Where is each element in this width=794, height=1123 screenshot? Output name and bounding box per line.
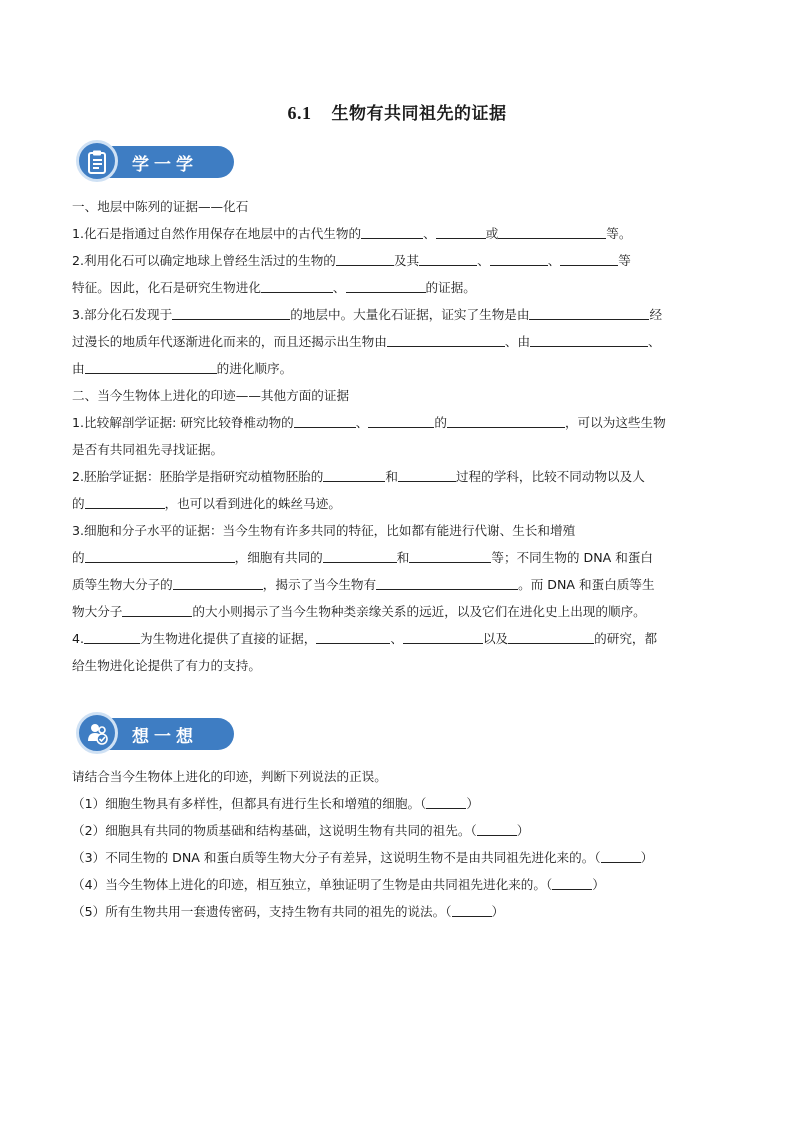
- section-banner-learn: [76, 140, 236, 182]
- item-5-line-2: 的 ，也可以看到进化的蛛丝马迹。: [72, 496, 341, 511]
- blank[interactable]: [361, 224, 423, 239]
- blank[interactable]: [447, 413, 565, 428]
- blank[interactable]: [346, 278, 426, 293]
- item-4-line: 1.比较解剖学证据: 研究比较脊椎动物的 、 的 ，可以为这些生物: [72, 415, 666, 430]
- item-6-line-2: 的 ，细胞有共同的 和 等；不同生物的 DNA 和蛋白: [72, 550, 654, 565]
- blank[interactable]: [85, 548, 235, 563]
- banner-label: 学一学: [132, 155, 198, 175]
- blank[interactable]: [173, 575, 263, 590]
- answer-blank[interactable]: [426, 794, 466, 809]
- answer-blank[interactable]: [601, 848, 641, 863]
- blank[interactable]: [436, 224, 486, 239]
- blank[interactable]: [323, 467, 385, 482]
- statement-item: （2）细胞具有共同的物质基础和结构基础，这说明生物有共同的祖先。（ ）: [72, 823, 530, 838]
- page-title: [0, 99, 794, 124]
- banner-circle: [76, 140, 118, 182]
- think-intro: 请结合当今生物体上进化的印迹，判断下列说法的正误。: [72, 769, 387, 784]
- blank[interactable]: [387, 332, 505, 347]
- item-6-line: 3.细胞和分子水平的证据：当今生物有许多共同的特征，比如都有能进行代谢、生长和增殖: [72, 523, 576, 538]
- statement-item: （3）不同生物的 DNA 和蛋白质等生物大分子有差异，这说明生物不是由共同祖先进化来的。（ ）: [72, 850, 654, 865]
- item-2-line: 2.利用化石可以确定地球上曾经生活过的生物的 及其 、 、 等: [72, 253, 631, 268]
- item-1-line: 1.化石是指通过自然作用保存在地层中的古代生物的 、 或 等。: [72, 226, 632, 241]
- blank[interactable]: [409, 548, 491, 563]
- blank[interactable]: [336, 251, 394, 266]
- section-banner-think: [76, 712, 236, 754]
- heading-other-evidence: 二、当今生物体上进化的印迹——其他方面的证据: [72, 388, 350, 403]
- blank[interactable]: [323, 548, 397, 563]
- blank[interactable]: [508, 629, 594, 644]
- people-icon: [87, 722, 109, 746]
- blank[interactable]: [376, 575, 518, 590]
- blank[interactable]: [419, 251, 477, 266]
- blank[interactable]: [294, 413, 356, 428]
- item-3-line: 3.部分化石发现于 的地层中。大量化石证据，证实了生物是由 经: [72, 307, 663, 322]
- item-6-line-3: 质等生物大分子的 ，揭示了当今生物有 。而 DNA 和蛋白质等生: [72, 577, 655, 592]
- item-2-line-2: 特征。因此，化石是研究生物进化 、 的证据。: [72, 280, 476, 295]
- banner-label: 想一想: [132, 727, 198, 747]
- blank[interactable]: [172, 305, 290, 320]
- clipboard-icon: [87, 150, 107, 174]
- item-7-line: 4. 为生物进化提供了直接的证据， 、 以及 的研究，都: [72, 631, 658, 646]
- blank[interactable]: [530, 332, 648, 347]
- blank[interactable]: [560, 251, 618, 266]
- blank[interactable]: [529, 305, 649, 320]
- item-6-line-4: 物大分子 的大小则揭示了当今生物种类亲缘关系的远近，以及它们在进化史上出现的顺序。: [72, 604, 646, 619]
- blank[interactable]: [403, 629, 483, 644]
- item-3-line-2: 过漫长的地质年代逐渐进化而来的，而且还揭示出生物由 、由 、: [72, 334, 661, 349]
- answer-blank[interactable]: [552, 875, 592, 890]
- item-7-line-2: 给生物进化论提供了有力的支持。: [72, 658, 261, 673]
- banner-circle: [76, 712, 118, 754]
- blank[interactable]: [398, 467, 456, 482]
- blank[interactable]: [261, 278, 333, 293]
- learn-content: [72, 193, 732, 679]
- statement-item: （1）细胞生物具有多样性，但都具有进行生长和增殖的细胞。（ ）: [72, 796, 479, 811]
- blank[interactable]: [85, 494, 165, 509]
- statement-item: （5）所有生物共用一套遗传密码，支持生物有共同的祖先的说法。（ ）: [72, 904, 505, 919]
- title-text: 生物有共同祖先的证据: [331, 104, 507, 124]
- statement-item: （4）当今生物体上进化的印迹，相互独立，单独证明了生物是由共同祖先进化来的。（ ）: [72, 877, 605, 892]
- heading-fossil: 一、地层中陈列的证据——化石: [72, 199, 249, 214]
- answer-blank[interactable]: [452, 902, 492, 917]
- blank[interactable]: [316, 629, 390, 644]
- item-3-line-3: 由 的进化顺序。: [72, 361, 293, 376]
- title-number: 6.1: [287, 103, 312, 123]
- answer-blank[interactable]: [477, 821, 517, 836]
- blank[interactable]: [490, 251, 548, 266]
- item-4-line-2: 是否有共同祖先寻找证据。: [72, 442, 224, 457]
- think-content: [72, 763, 732, 925]
- blank[interactable]: [84, 629, 140, 644]
- blank[interactable]: [85, 359, 217, 374]
- blank[interactable]: [498, 224, 606, 239]
- blank[interactable]: [122, 602, 192, 617]
- item-5-line: 2.胚胎学证据：胚胎学是指研究动植物胚胎的 和 过程的学科，比较不同动物以及人: [72, 469, 645, 484]
- blank[interactable]: [368, 413, 434, 428]
